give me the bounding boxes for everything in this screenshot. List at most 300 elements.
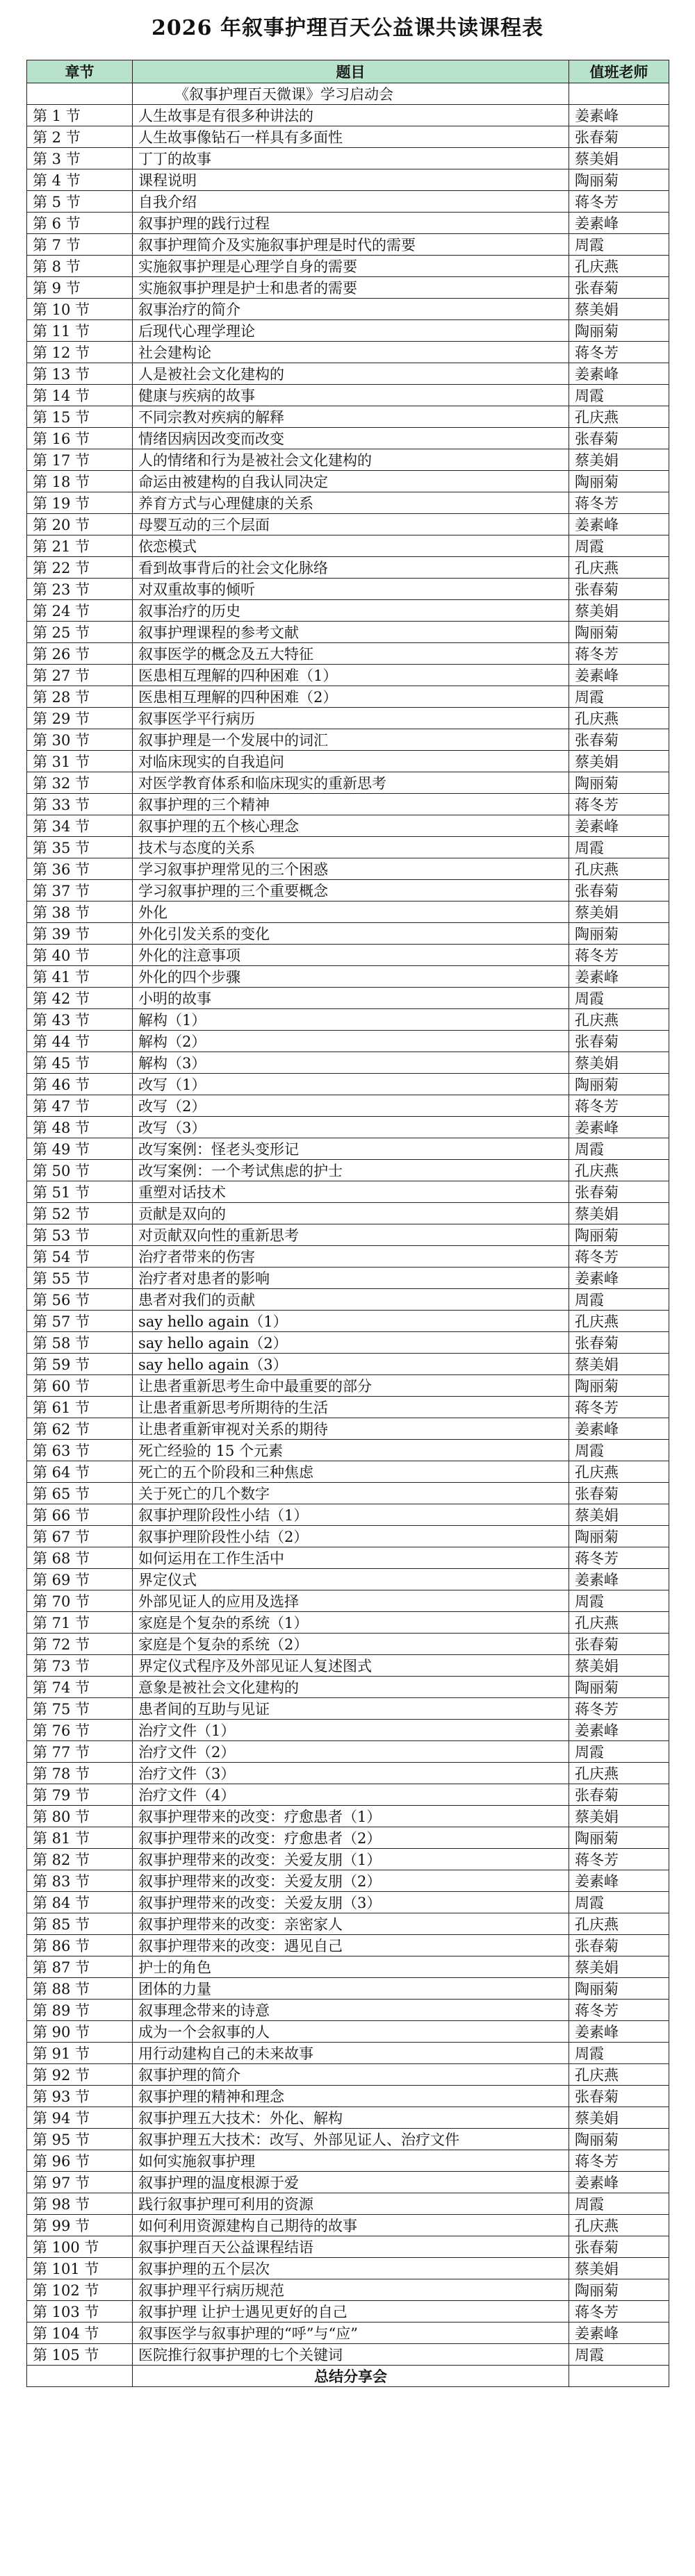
teacher-cell: 蔡美娟 [569, 148, 669, 169]
table-row [27, 751, 669, 772]
table-row [27, 1160, 669, 1181]
topic-cell: 技术与态度的关系 [133, 837, 569, 858]
topic-cell: 叙事护理的三个精神 [133, 794, 569, 815]
table-row [27, 665, 669, 686]
chapter-cell: 第 75 节 [27, 1698, 133, 1720]
chapter-cell: 第 82 节 [27, 1849, 133, 1870]
table-row [27, 1289, 669, 1311]
table-row [27, 1203, 669, 1224]
table-row [27, 2000, 669, 2021]
teacher-cell: 陶丽菊 [569, 1978, 669, 2000]
teacher-cell: 周霞 [569, 1590, 669, 1612]
teacher-cell: 姜素峰 [569, 1117, 669, 1138]
table-row [27, 579, 669, 600]
chapter-cell: 第 1 节 [27, 105, 133, 126]
table-row [27, 2064, 669, 2086]
topic-cell: 对临床现实的自我追问 [133, 751, 569, 772]
teacher-cell: 周霞 [569, 1138, 669, 1160]
table-row [27, 1074, 669, 1095]
topic-cell: 叙事医学平行病历 [133, 708, 569, 729]
chapter-cell: 第 61 节 [27, 1397, 133, 1418]
topic-cell: 改写（2） [133, 1095, 569, 1117]
topic-cell: 治疗者带来的伤害 [133, 1246, 569, 1268]
teacher-cell: 蔡美娟 [569, 1806, 669, 1827]
topic-cell: 意象是被社会文化建构的 [133, 1677, 569, 1698]
topic-cell: 改写（1） [133, 1074, 569, 1095]
chapter-cell: 第 78 节 [27, 1763, 133, 1784]
chapter-cell: 第 100 节 [27, 2236, 133, 2258]
teacher-cell: 陶丽菊 [569, 169, 669, 191]
teacher-cell: 蔡美娟 [569, 2107, 669, 2129]
teacher-cell: 陶丽菊 [569, 923, 669, 945]
chapter-cell: 第 3 节 [27, 148, 133, 169]
table-row [27, 2107, 669, 2129]
teacher-cell: 周霞 [569, 988, 669, 1009]
chapter-cell: 第 16 节 [27, 428, 133, 449]
table-row [27, 1763, 669, 1784]
topic-cell: 关于死亡的几个数字 [133, 1483, 569, 1504]
topic-cell: 解构（3） [133, 1052, 569, 1074]
teacher-cell: 周霞 [569, 2043, 669, 2064]
topic-cell: 成为一个会叙事的人 [133, 2021, 569, 2043]
teacher-cell: 张春菊 [569, 1784, 669, 1806]
chapter-cell: 第 54 节 [27, 1246, 133, 1268]
table-row [27, 1741, 669, 1763]
teacher-cell: 蒋冬芳 [569, 191, 669, 213]
teacher-cell: 周霞 [569, 385, 669, 406]
table-row [27, 213, 669, 234]
table-row [27, 1031, 669, 1052]
table-row [27, 2086, 669, 2107]
topic-cell: 健康与疾病的故事 [133, 385, 569, 406]
topic-cell: 叙事护理带来的改变：关爱友朋（3） [133, 1892, 569, 1913]
chapter-cell: 第 58 节 [27, 1332, 133, 1354]
chapter-cell: 第 64 节 [27, 1461, 133, 1483]
table-row [27, 1935, 669, 1956]
table-row [27, 1634, 669, 1655]
teacher-cell: 姜素峰 [569, 105, 669, 126]
teacher-cell: 张春菊 [569, 1181, 669, 1203]
table-row [27, 2236, 669, 2258]
teacher-cell: 蔡美娟 [569, 901, 669, 923]
chapter-cell: 第 34 节 [27, 815, 133, 837]
chapter-cell: 第 81 节 [27, 1827, 133, 1849]
chapter-cell: 第 98 节 [27, 2193, 133, 2215]
chapter-cell: 第 99 节 [27, 2215, 133, 2236]
table-row [27, 299, 669, 320]
teacher-cell: 周霞 [569, 1289, 669, 1311]
table-row [27, 1978, 669, 2000]
table-row [27, 1612, 669, 1634]
topic-cell: 叙事护理平行病历规范 [133, 2279, 569, 2301]
table-row [27, 1569, 669, 1590]
teacher-cell: 张春菊 [569, 1935, 669, 1956]
chapter-cell: 第 73 节 [27, 1655, 133, 1677]
chapter-cell: 第 74 节 [27, 1677, 133, 1698]
table-row [27, 708, 669, 729]
table-row [27, 1483, 669, 1504]
chapter-cell: 第 77 节 [27, 1741, 133, 1763]
teacher-cell: 陶丽菊 [569, 2129, 669, 2150]
table-row [27, 1677, 669, 1698]
chapter-cell: 第 65 节 [27, 1483, 133, 1504]
teacher-cell: 陶丽菊 [569, 2279, 669, 2301]
teacher-cell: 姜素峰 [569, 514, 669, 535]
topic-cell: 叙事护理是一个发展中的词汇 [133, 729, 569, 751]
closing-row [27, 2366, 669, 2387]
teacher-cell: 蒋冬芳 [569, 2000, 669, 2021]
header-teacher: 值班老师 [569, 60, 669, 83]
table-row [27, 2129, 669, 2150]
topic-cell: 叙事护理带来的改变：疗愈患者（1） [133, 1806, 569, 1827]
topic-cell: 贡献是双向的 [133, 1203, 569, 1224]
schedule-body [27, 83, 669, 2366]
topic-cell: 改写（3） [133, 1117, 569, 1138]
teacher-cell: 蒋冬芳 [569, 492, 669, 514]
table-row [27, 105, 669, 126]
teacher-cell: 蒋冬芳 [569, 1397, 669, 1418]
table-row [27, 2344, 669, 2366]
topic-cell: 患者间的互助与见证 [133, 1698, 569, 1720]
chapter-cell: 第 86 节 [27, 1935, 133, 1956]
teacher-cell: 张春菊 [569, 1634, 669, 1655]
table-row [27, 1806, 669, 1827]
topic-cell: 改写案例：怪老头变形记 [133, 1138, 569, 1160]
chapter-cell: 第 104 节 [27, 2322, 133, 2344]
chapter-cell: 第 105 节 [27, 2344, 133, 2366]
topic-cell: 实施叙事护理是心理学自身的需要 [133, 256, 569, 277]
table-row [27, 492, 669, 514]
table-row [27, 1440, 669, 1461]
chapter-cell: 第 71 节 [27, 1612, 133, 1634]
topic-cell: 叙事护理的践行过程 [133, 213, 569, 234]
teacher-cell: 周霞 [569, 1741, 669, 1763]
chapter-cell: 第 83 节 [27, 1870, 133, 1892]
teacher-cell: 蔡美娟 [569, 449, 669, 471]
chapter-cell: 第 72 节 [27, 1634, 133, 1655]
table-row [27, 1870, 669, 1892]
chapter-cell: 第 53 节 [27, 1224, 133, 1246]
topic-cell: 如何实施叙事护理 [133, 2150, 569, 2172]
chapter-cell: 第 17 节 [27, 449, 133, 471]
topic-cell: 治疗文件（2） [133, 1741, 569, 1763]
teacher-cell: 张春菊 [569, 2086, 669, 2107]
chapter-cell: 第 35 节 [27, 837, 133, 858]
chapter-cell: 第 102 节 [27, 2279, 133, 2301]
table-row [27, 363, 669, 385]
table-row [27, 1268, 669, 1289]
topic-cell: 医患相互理解的四种困难（1） [133, 665, 569, 686]
table-row [27, 2172, 669, 2193]
topic-cell: 叙事护理 让护士遇见更好的自己 [133, 2301, 569, 2322]
teacher-cell: 姜素峰 [569, 2172, 669, 2193]
kickoff-chapter [27, 83, 133, 105]
teacher-cell: 姜素峰 [569, 2322, 669, 2344]
teacher-cell: 张春菊 [569, 2236, 669, 2258]
table-row [27, 1095, 669, 1117]
topic-cell: 解构（2） [133, 1031, 569, 1052]
chapter-cell: 第 56 节 [27, 1289, 133, 1311]
teacher-cell: 孔庆燕 [569, 1763, 669, 1784]
closing-teacher [569, 2366, 669, 2387]
chapter-cell: 第 22 节 [27, 557, 133, 579]
chapter-cell: 第 94 节 [27, 2107, 133, 2129]
teacher-cell: 张春菊 [569, 880, 669, 901]
table-row [27, 837, 669, 858]
topic-cell: 叙事医学的概念及五大特征 [133, 643, 569, 665]
teacher-cell: 姜素峰 [569, 2021, 669, 2043]
topic-cell: 自我介绍 [133, 191, 569, 213]
topic-cell: 后现代心理学理论 [133, 320, 569, 342]
teacher-cell: 姜素峰 [569, 665, 669, 686]
table-row [27, 772, 669, 794]
teacher-cell: 周霞 [569, 1440, 669, 1461]
teacher-cell: 陶丽菊 [569, 471, 669, 492]
chapter-cell: 第 27 节 [27, 665, 133, 686]
teacher-cell: 孔庆燕 [569, 1461, 669, 1483]
chapter-cell: 第 43 节 [27, 1009, 133, 1031]
teacher-cell: 张春菊 [569, 428, 669, 449]
topic-cell: 叙事护理带来的改变：疗愈患者（2） [133, 1827, 569, 1849]
chapter-cell: 第 13 节 [27, 363, 133, 385]
topic-cell: 叙事护理带来的改变：遇见自己 [133, 1935, 569, 1956]
topic-cell: 患者对我们的贡献 [133, 1289, 569, 1311]
teacher-cell: 孔庆燕 [569, 858, 669, 880]
chapter-cell: 第 93 节 [27, 2086, 133, 2107]
schedule-table [26, 60, 669, 2387]
chapter-cell: 第 9 节 [27, 277, 133, 299]
topic-cell: 学习叙事护理的三个重要概念 [133, 880, 569, 901]
chapter-cell: 第 47 节 [27, 1095, 133, 1117]
table-row [27, 1354, 669, 1375]
teacher-cell: 蔡美娟 [569, 2258, 669, 2279]
topic-cell: 叙事理念带来的诗意 [133, 2000, 569, 2021]
table-row [27, 256, 669, 277]
table-row [27, 535, 669, 557]
chapter-cell: 第 37 节 [27, 880, 133, 901]
topic-cell: 课程说明 [133, 169, 569, 191]
topic-cell: 界定仪式 [133, 1569, 569, 1590]
table-row [27, 1655, 669, 1677]
teacher-cell: 周霞 [569, 2344, 669, 2366]
teacher-cell: 孔庆燕 [569, 2064, 669, 2086]
teacher-cell: 蒋冬芳 [569, 1698, 669, 1720]
teacher-cell: 孔庆燕 [569, 1160, 669, 1181]
teacher-cell: 陶丽菊 [569, 772, 669, 794]
teacher-cell: 周霞 [569, 837, 669, 858]
topic-cell: 外化的四个步骤 [133, 966, 569, 988]
table-row [27, 966, 669, 988]
teacher-cell: 孔庆燕 [569, 1009, 669, 1031]
table-row [27, 471, 669, 492]
teacher-cell: 姜素峰 [569, 966, 669, 988]
table-row [27, 1052, 669, 1074]
teacher-cell: 姜素峰 [569, 1569, 669, 1590]
topic-cell: 家庭是个复杂的系统（1） [133, 1612, 569, 1634]
teacher-cell: 周霞 [569, 686, 669, 708]
teacher-cell: 蔡美娟 [569, 600, 669, 622]
teacher-cell: 姜素峰 [569, 213, 669, 234]
page-title: 2026 年叙事护理百天公益课共读课程表 [152, 16, 543, 40]
table-row [27, 1892, 669, 1913]
chapter-cell: 第 15 节 [27, 406, 133, 428]
teacher-cell: 姜素峰 [569, 815, 669, 837]
chapter-cell: 第 44 节 [27, 1031, 133, 1052]
topic-cell: 界定仪式程序及外部见证人复述图式 [133, 1655, 569, 1677]
table-row [27, 858, 669, 880]
table-row [27, 277, 669, 299]
topic-cell: 母婴互动的三个层面 [133, 514, 569, 535]
teacher-cell: 蔡美娟 [569, 1655, 669, 1677]
chapter-cell: 第 79 节 [27, 1784, 133, 1806]
header-chapter: 章节 [27, 60, 133, 83]
chapter-cell: 第 51 节 [27, 1181, 133, 1203]
table-row [27, 514, 669, 535]
teacher-cell: 蔡美娟 [569, 299, 669, 320]
teacher-cell: 蒋冬芳 [569, 2301, 669, 2322]
topic-cell: 依恋模式 [133, 535, 569, 557]
closing-topic: 总结分享会 [133, 2366, 569, 2387]
topic-cell: 养育方式与心理健康的关系 [133, 492, 569, 514]
teacher-cell: 蔡美娟 [569, 1354, 669, 1375]
chapter-cell: 第 20 节 [27, 514, 133, 535]
table-row [27, 557, 669, 579]
table-row [27, 1117, 669, 1138]
teacher-cell: 周霞 [569, 1892, 669, 1913]
table-row [27, 2021, 669, 2043]
teacher-cell: 姜素峰 [569, 1268, 669, 1289]
table-row [27, 449, 669, 471]
chapter-cell: 第 19 节 [27, 492, 133, 514]
table-row [27, 2258, 669, 2279]
teacher-cell: 孔庆燕 [569, 557, 669, 579]
table-row [27, 1504, 669, 1526]
chapter-cell: 第 76 节 [27, 1720, 133, 1741]
teacher-cell: 蔡美娟 [569, 1052, 669, 1074]
table-row [27, 1332, 669, 1354]
chapter-cell: 第 45 节 [27, 1052, 133, 1074]
teacher-cell: 陶丽菊 [569, 1526, 669, 1547]
teacher-cell: 蔡美娟 [569, 1956, 669, 1978]
table-row [27, 945, 669, 966]
chapter-cell: 第 41 节 [27, 966, 133, 988]
topic-cell: 治疗文件（1） [133, 1720, 569, 1741]
topic-cell: 对贡献双向性的重新思考 [133, 1224, 569, 1246]
topic-cell: 叙事护理带来的改变：关爱友朋（2） [133, 1870, 569, 1892]
topic-cell: 人是被社会文化建构的 [133, 363, 569, 385]
topic-cell: 叙事治疗的简介 [133, 299, 569, 320]
table-row [27, 1009, 669, 1031]
teacher-cell: 蔡美娟 [569, 1203, 669, 1224]
chapter-cell: 第 52 节 [27, 1203, 133, 1224]
chapter-cell: 第 36 节 [27, 858, 133, 880]
topic-cell: 叙事护理五大技术：改写、外部见证人、治疗文件 [133, 2129, 569, 2150]
table-row [27, 2150, 669, 2172]
topic-cell: 叙事护理的简介 [133, 2064, 569, 2086]
chapter-cell: 第 6 节 [27, 213, 133, 234]
table-row [27, 1547, 669, 1569]
teacher-cell: 张春菊 [569, 277, 669, 299]
chapter-cell: 第 69 节 [27, 1569, 133, 1590]
table-row [27, 1181, 669, 1203]
topic-cell: 践行叙事护理可利用的资源 [133, 2193, 569, 2215]
chapter-cell: 第 46 节 [27, 1074, 133, 1095]
topic-cell: 叙事护理百天公益课程结语 [133, 2236, 569, 2258]
chapter-cell: 第 55 节 [27, 1268, 133, 1289]
table-row [27, 406, 669, 428]
table-row [27, 815, 669, 837]
teacher-cell: 孔庆燕 [569, 1913, 669, 1935]
topic-cell: 解构（1） [133, 1009, 569, 1031]
teacher-cell: 蒋冬芳 [569, 945, 669, 966]
topic-cell: 用行动建构自己的未来故事 [133, 2043, 569, 2064]
table-row [27, 148, 669, 169]
chapter-cell: 第 4 节 [27, 169, 133, 191]
teacher-cell: 张春菊 [569, 1483, 669, 1504]
topic-cell: 治疗者对患者的影响 [133, 1268, 569, 1289]
chapter-cell: 第 101 节 [27, 2258, 133, 2279]
table-row [27, 1397, 669, 1418]
teacher-cell: 蒋冬芳 [569, 1547, 669, 1569]
chapter-cell: 第 40 节 [27, 945, 133, 966]
table-row [27, 2301, 669, 2322]
topic-cell: say hello again（1） [133, 1311, 569, 1332]
teacher-cell: 姜素峰 [569, 1870, 669, 1892]
table-row [27, 686, 669, 708]
topic-cell: 改写案例：一个考试焦虑的护士 [133, 1160, 569, 1181]
topic-cell: 叙事护理带来的改变：关爱友朋（1） [133, 1849, 569, 1870]
table-row [27, 1827, 669, 1849]
chapter-cell: 第 50 节 [27, 1160, 133, 1181]
teacher-cell: 孔庆燕 [569, 708, 669, 729]
table-row [27, 1720, 669, 1741]
chapter-cell: 第 2 节 [27, 126, 133, 148]
table-row [27, 643, 669, 665]
chapter-cell: 第 18 节 [27, 471, 133, 492]
topic-cell: 不同宗教对疾病的解释 [133, 406, 569, 428]
teacher-cell: 孔庆燕 [569, 2215, 669, 2236]
topic-cell: 叙事护理简介及实施叙事护理是时代的需要 [133, 234, 569, 256]
table-row [27, 1784, 669, 1806]
chapter-cell: 第 31 节 [27, 751, 133, 772]
topic-cell: 外化引发关系的变化 [133, 923, 569, 945]
teacher-cell: 蒋冬芳 [569, 342, 669, 363]
teacher-cell: 蒋冬芳 [569, 2150, 669, 2172]
chapter-cell: 第 89 节 [27, 2000, 133, 2021]
chapter-cell: 第 24 节 [27, 600, 133, 622]
table-row [27, 1526, 669, 1547]
table-row [27, 169, 669, 191]
chapter-cell: 第 92 节 [27, 2064, 133, 2086]
teacher-cell: 周霞 [569, 234, 669, 256]
chapter-cell: 第 5 节 [27, 191, 133, 213]
table-row [27, 1913, 669, 1935]
table-row [27, 191, 669, 213]
topic-cell: 人生故事像钻石一样具有多面性 [133, 126, 569, 148]
chapter-cell: 第 90 节 [27, 2021, 133, 2043]
topic-cell: 社会建构论 [133, 342, 569, 363]
topic-cell: 学习叙事护理常见的三个困惑 [133, 858, 569, 880]
chapter-cell: 第 33 节 [27, 794, 133, 815]
topic-cell: 团体的力量 [133, 1978, 569, 2000]
chapter-cell: 第 103 节 [27, 2301, 133, 2322]
table-row [27, 880, 669, 901]
topic-cell: 治疗文件（4） [133, 1784, 569, 1806]
table-row [27, 794, 669, 815]
teacher-cell: 张春菊 [569, 1332, 669, 1354]
table-row [27, 342, 669, 363]
table-row [27, 1311, 669, 1332]
